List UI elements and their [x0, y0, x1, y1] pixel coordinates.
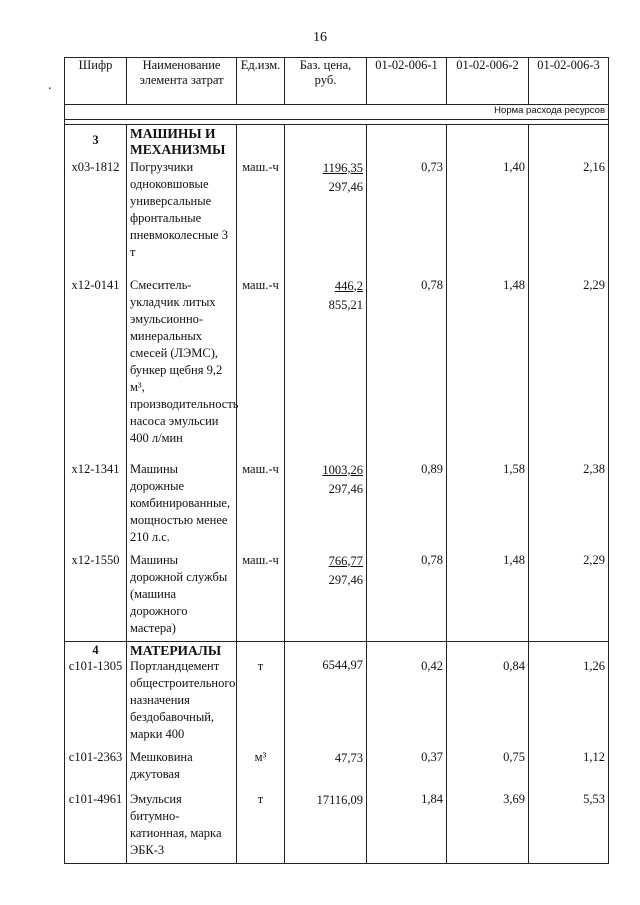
- item-name: Смеситель-укладчик литых эмульсионно-минеральных смесей (ЛЭМС), бункер щебня 9,2 м³, производительность насоса эмульсии 400 л/мин: [127, 277, 237, 461]
- price-bottom: 855,21: [328, 297, 363, 312]
- item-value-1: 1,84: [367, 791, 447, 864]
- item-value-1: 0,89: [367, 461, 447, 552]
- item-code: х12-0141: [65, 277, 127, 461]
- price-top: 1196,35: [322, 160, 363, 175]
- item-value-2: 0,75: [447, 749, 529, 791]
- item-code: с101-2363: [65, 749, 127, 791]
- table-row: [65, 791, 609, 864]
- price-bottom: 297,46: [328, 481, 363, 496]
- item-name: Эмульсия битумно-катионная, марка ЭБК-3: [127, 791, 237, 864]
- header-name: Наименование элемента затрат: [127, 58, 237, 105]
- item-value-2: 1,48: [447, 277, 529, 461]
- item-code: х12-1550: [65, 552, 127, 642]
- item-price: [285, 159, 367, 277]
- page-number: 16: [313, 30, 327, 45]
- norm-label: Норма расхода ресурсов: [65, 105, 609, 120]
- item-unit: м³: [237, 749, 285, 791]
- item-value-1: 0,73: [367, 159, 447, 277]
- section-number: 4: [92, 642, 99, 657]
- resource-table: [64, 57, 609, 864]
- item-unit: маш.-ч: [237, 277, 285, 461]
- price-bottom: 297,46: [328, 179, 363, 194]
- item-price: 47,73: [285, 749, 367, 791]
- norm-row: [65, 105, 609, 120]
- item-name: Машины дорожной службы (машина дорожного мастера): [127, 552, 237, 642]
- table-row: [65, 277, 609, 461]
- price-top: 1003,26: [322, 462, 363, 477]
- item-value-1: 0,42: [367, 641, 447, 749]
- item-name: Портландцемент общестроительного назначения бездобавочный, марки 400: [130, 658, 236, 741]
- item-unit: маш.-ч: [237, 461, 285, 552]
- header-price: Баз. цена, руб.: [285, 58, 367, 105]
- item-price: 17116,09: [285, 791, 367, 864]
- item-price: [285, 277, 367, 461]
- margin-mark: .: [48, 78, 52, 93]
- section-number: 3: [92, 133, 99, 147]
- table-row: [65, 641, 609, 749]
- item-name: Мешковина джутовая: [127, 749, 237, 791]
- item-code: х12-1341: [65, 461, 127, 552]
- table-header: [65, 58, 609, 105]
- section-title: МАТЕРИАЛЫ: [130, 642, 222, 658]
- item-value-1: 0,78: [367, 277, 447, 461]
- section-title: МАШИНЫ И МЕХАНИЗМЫ: [130, 126, 226, 157]
- item-price: [285, 461, 367, 552]
- item-name: Машины дорожные комбинированные, мощностью менее 210 л.с.: [127, 461, 237, 552]
- item-value-2: 1,40: [447, 159, 529, 277]
- item-value-3: 2,16: [529, 159, 609, 277]
- header-code: Шифр: [65, 58, 127, 105]
- item-value-2: 1,48: [447, 552, 529, 642]
- item-value-2: 0,84: [447, 641, 529, 749]
- item-value-3: 5,53: [529, 791, 609, 864]
- price-top: 446,2: [334, 278, 363, 293]
- item-value-1: 0,37: [367, 749, 447, 791]
- item-value-3: 1,26: [529, 641, 609, 749]
- table-row: [65, 461, 609, 552]
- item-value-3: 2,29: [529, 552, 609, 642]
- item-value-3: 2,29: [529, 277, 609, 461]
- item-value-2: 1,58: [447, 461, 529, 552]
- table-row: [65, 749, 609, 791]
- item-price: 6544,97: [285, 641, 367, 749]
- header-unit: Ед.изм.: [237, 58, 285, 105]
- item-code: с101-4961: [65, 791, 127, 864]
- item-value-3: 1,12: [529, 749, 609, 791]
- table-row: [65, 159, 609, 277]
- price-bottom: 297,46: [328, 572, 363, 587]
- table-row: [65, 552, 609, 642]
- header-col3: 01-02-006-3: [529, 58, 609, 105]
- item-value-2: 3,69: [447, 791, 529, 864]
- item-value-1: 0,78: [367, 552, 447, 642]
- item-unit: маш.-ч: [237, 552, 285, 642]
- item-code: с101-1305: [68, 658, 123, 673]
- item-unit: т: [237, 641, 285, 749]
- header-col2: 01-02-006-2: [447, 58, 529, 105]
- price-top: 766,77: [328, 553, 363, 568]
- section-header-row: [65, 125, 609, 159]
- item-code: х03-1812: [65, 159, 127, 277]
- item-name: Погрузчики одноковшовые универсальные фронтальные пневмоколесные 3 т: [127, 159, 237, 277]
- item-unit: т: [237, 791, 285, 864]
- item-price: [285, 552, 367, 642]
- header-col1: 01-02-006-1: [367, 58, 447, 105]
- item-value-3: 2,38: [529, 461, 609, 552]
- item-unit: маш.-ч: [237, 159, 285, 277]
